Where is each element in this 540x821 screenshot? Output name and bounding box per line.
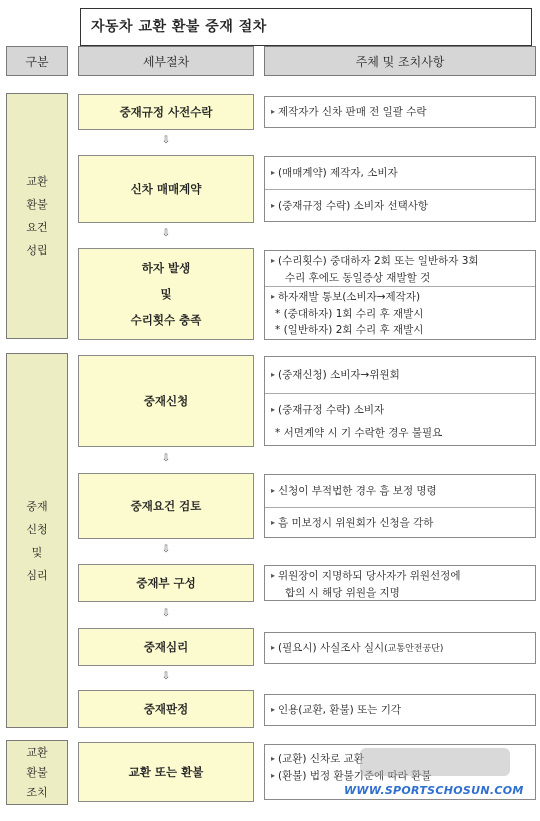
- down-arrow-icon: ⇩: [161, 671, 171, 682]
- watermark-logo-shape: [360, 748, 510, 776]
- step-label: 수리횟수 충족: [130, 313, 202, 327]
- bullet-icon: ▸: [271, 370, 276, 379]
- bullet-icon: ▸: [271, 705, 276, 714]
- group-label-line: 조치: [26, 785, 48, 799]
- detail-hearing: [264, 632, 536, 664]
- step-label: 중재판정: [143, 702, 189, 716]
- group-label-line: 심리: [26, 568, 48, 582]
- sportschosun-watermark: [340, 748, 530, 804]
- step-label: 중재규정 사전수락: [119, 105, 213, 119]
- detail-note: * (일반하자) 2회 수리 후 재발시: [275, 324, 424, 336]
- group-arbitration: [6, 353, 68, 728]
- step-label: 중재요건 검토: [130, 499, 202, 513]
- detail-text: (매매계약) 제작자, 소비자: [278, 167, 398, 179]
- group-label-line: 교환: [26, 745, 48, 759]
- detail-requirements-review: [264, 474, 536, 538]
- detail-text: (교환) 신차로 교환: [278, 753, 364, 765]
- step-requirements-review: [78, 473, 254, 539]
- step-label: 하자 발생: [141, 261, 191, 275]
- bullet-icon: ▸: [271, 571, 276, 580]
- detail-prior-acceptance: [264, 96, 536, 128]
- header-category: 구분: [6, 46, 68, 76]
- step-label: 및: [160, 287, 172, 301]
- detail-text: (수리횟수) 중대하자 2회 또는 일반하자 3회: [278, 255, 479, 267]
- detail-text: 수리 후에도 동일증상 재발할 것: [285, 272, 431, 284]
- step-prior-acceptance: [78, 94, 254, 130]
- step-exchange-or-refund: [78, 742, 254, 802]
- bullet-icon: ▸: [271, 256, 276, 265]
- detail-note: * (중대하자) 1회 수리 후 재발시: [275, 308, 424, 320]
- detail-text: 합의 시 해당 위원을 지명: [285, 587, 400, 599]
- bullet-icon: ▸: [271, 754, 276, 763]
- detail-text: (중재규정 수락) 소비자: [278, 404, 385, 416]
- detail-note: * 서면계약 시 기 수락한 경우 불필요: [275, 427, 443, 439]
- down-arrow-icon: ⇩: [161, 544, 171, 555]
- detail-arbitration-request: [264, 356, 536, 446]
- detail-award: [264, 694, 536, 726]
- group-label-line: 교환: [26, 175, 48, 188]
- group-label-line: 및: [31, 545, 43, 559]
- header-procedure: 세부절차: [78, 46, 254, 76]
- step-label: 교환 또는 환불: [128, 765, 204, 779]
- bullet-icon: ▸: [271, 292, 276, 301]
- step-label: 중재부 구성: [136, 576, 196, 590]
- step-arbitration-request: [78, 355, 254, 447]
- detail-text: 제작자가 신차 판매 전 일괄 수락: [278, 106, 427, 118]
- bullet-icon: ▸: [271, 405, 276, 414]
- detail-text: (필요시) 사실조사 실시: [278, 642, 385, 654]
- header-actions: 주체 및 조치사항: [264, 46, 536, 76]
- detail-text: 흠 미보정시 위원회가 신청을 각하: [278, 517, 434, 529]
- group-label-line: 환불: [26, 765, 48, 779]
- bullet-icon: ▸: [271, 168, 276, 177]
- bullet-icon: ▸: [271, 771, 276, 780]
- group-label-line: 신청: [26, 522, 48, 536]
- group-label-line: 요건: [26, 221, 48, 234]
- group-requirements: [6, 93, 68, 339]
- detail-sales-contract: [264, 156, 536, 222]
- bullet-icon: ▸: [271, 107, 276, 116]
- bullet-icon: ▸: [271, 201, 276, 210]
- page-title: 자동차 교환 환불 중재 절차: [80, 8, 532, 46]
- group-label-line: 환불: [26, 198, 48, 211]
- detail-note: (교통안전공단): [384, 644, 444, 654]
- step-label: 중재심리: [143, 640, 189, 654]
- down-arrow-icon: ⇩: [161, 608, 171, 619]
- down-arrow-icon: ⇩: [161, 135, 171, 146]
- bullet-icon: ▸: [271, 486, 276, 495]
- detail-text: 인용(교환, 환불) 또는 기각: [278, 704, 401, 716]
- group-label-line: 성립: [26, 244, 48, 257]
- bullet-icon: ▸: [271, 518, 276, 527]
- detail-panel-formation: [264, 565, 536, 601]
- step-label: 신차 매매계약: [130, 182, 202, 196]
- detail-text: 신청이 부적법한 경우 흠 보정 명령: [278, 485, 437, 497]
- step-sales-contract: [78, 155, 254, 223]
- step-label: 중재신청: [143, 394, 189, 408]
- down-arrow-icon: ⇩: [161, 453, 171, 464]
- bullet-icon: ▸: [271, 643, 276, 652]
- detail-text: 하자재발 통보(소비자→제작자): [278, 291, 421, 303]
- detail-defect-occurrence: [264, 250, 536, 340]
- step-defect-occurrence: [78, 248, 254, 340]
- step-hearing: [78, 628, 254, 666]
- detail-text: (환불) 법정 환불기준에 따라 환불: [278, 770, 432, 782]
- step-panel-formation: [78, 564, 254, 602]
- watermark-url: WWW.SPORTSCHOSUN.COM: [344, 784, 524, 797]
- detail-text: (중재규정 수락) 소비자 선택사항: [278, 200, 429, 212]
- down-arrow-icon: ⇩: [161, 228, 171, 239]
- detail-text: 위원장이 지명하되 당사자가 위원선정에: [278, 570, 461, 582]
- step-award: [78, 690, 254, 728]
- group-label-line: 중재: [26, 499, 48, 513]
- detail-text: (중재신청) 소비자→위원회: [278, 369, 400, 381]
- group-measures: [6, 740, 68, 805]
